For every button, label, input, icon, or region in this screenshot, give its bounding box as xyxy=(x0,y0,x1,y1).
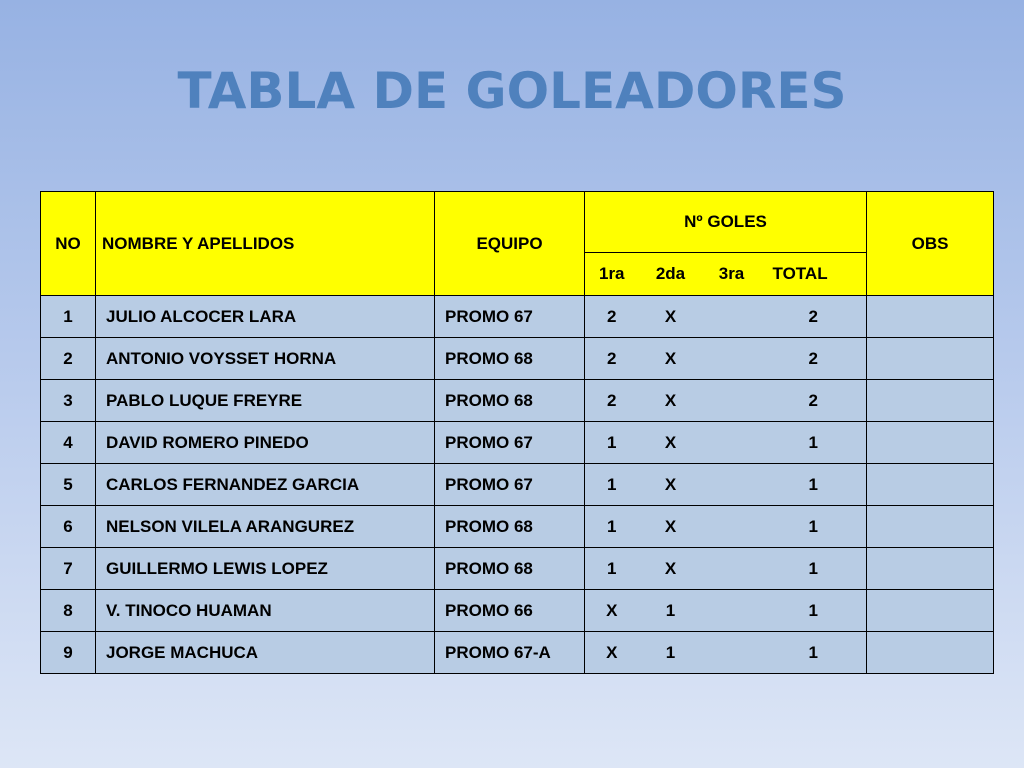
cell-no: 4 xyxy=(41,422,96,464)
header-goles: Nº GOLES xyxy=(585,192,867,253)
cell-goles-1ra: 1 xyxy=(585,506,639,548)
header-goles-total: TOTAL xyxy=(761,253,867,296)
cell-goles-1ra: 1 xyxy=(585,464,639,506)
cell-no: 6 xyxy=(41,506,96,548)
cell-goles-total: 2 xyxy=(761,380,867,422)
cell-goles-total: 1 xyxy=(761,422,867,464)
cell-equipo: PROMO 68 xyxy=(435,506,585,548)
cell-goles-3ra xyxy=(703,506,761,548)
cell-equipo: PROMO 67 xyxy=(435,422,585,464)
cell-goles-2da: 1 xyxy=(639,590,703,632)
cell-nombre: JULIO ALCOCER LARA xyxy=(96,296,435,338)
cell-obs xyxy=(867,422,994,464)
cell-goles-1ra: 2 xyxy=(585,338,639,380)
cell-nombre: CARLOS FERNANDEZ GARCIA xyxy=(96,464,435,506)
header-equipo: EQUIPO xyxy=(435,192,585,296)
cell-no: 3 xyxy=(41,380,96,422)
cell-goles-3ra xyxy=(703,380,761,422)
cell-nombre: PABLO LUQUE FREYRE xyxy=(96,380,435,422)
header-goles-2da: 2da xyxy=(639,253,703,296)
cell-goles-2da: X xyxy=(639,296,703,338)
cell-nombre: GUILLERMO LEWIS LOPEZ xyxy=(96,548,435,590)
cell-goles-2da: X xyxy=(639,380,703,422)
cell-obs xyxy=(867,380,994,422)
cell-goles-3ra xyxy=(703,338,761,380)
cell-goles-total: 1 xyxy=(761,590,867,632)
cell-goles-total: 1 xyxy=(761,632,867,674)
cell-goles-1ra: 1 xyxy=(585,422,639,464)
cell-goles-3ra xyxy=(703,296,761,338)
cell-nombre: JORGE MACHUCA xyxy=(96,632,435,674)
cell-no: 9 xyxy=(41,632,96,674)
cell-goles-total: 2 xyxy=(761,296,867,338)
header-no: NO xyxy=(41,192,96,296)
table-header xyxy=(41,192,994,296)
cell-goles-1ra: 2 xyxy=(585,296,639,338)
cell-goles-3ra xyxy=(703,632,761,674)
cell-equipo: PROMO 68 xyxy=(435,338,585,380)
cell-obs xyxy=(867,632,994,674)
cell-goles-1ra: X xyxy=(585,590,639,632)
cell-equipo: PROMO 67-A xyxy=(435,632,585,674)
cell-equipo: PROMO 67 xyxy=(435,296,585,338)
scorers-table xyxy=(40,191,994,674)
cell-goles-3ra xyxy=(703,548,761,590)
cell-goles-total: 1 xyxy=(761,464,867,506)
cell-nombre: DAVID ROMERO PINEDO xyxy=(96,422,435,464)
header-goles-1ra: 1ra xyxy=(585,253,639,296)
cell-no: 7 xyxy=(41,548,96,590)
cell-goles-total: 2 xyxy=(761,338,867,380)
table-body xyxy=(41,296,994,674)
cell-obs xyxy=(867,548,994,590)
header-goles-3ra: 3ra xyxy=(703,253,761,296)
cell-goles-3ra xyxy=(703,464,761,506)
table-row xyxy=(41,422,994,464)
cell-goles-total: 1 xyxy=(761,506,867,548)
table-row xyxy=(41,464,994,506)
cell-equipo: PROMO 66 xyxy=(435,590,585,632)
cell-obs xyxy=(867,338,994,380)
cell-goles-2da: 1 xyxy=(639,632,703,674)
table-row xyxy=(41,380,994,422)
cell-no: 1 xyxy=(41,296,96,338)
cell-equipo: PROMO 68 xyxy=(435,548,585,590)
cell-goles-1ra: X xyxy=(585,632,639,674)
table-row xyxy=(41,506,994,548)
cell-obs xyxy=(867,590,994,632)
cell-no: 8 xyxy=(41,590,96,632)
cell-goles-total: 1 xyxy=(761,548,867,590)
cell-goles-2da: X xyxy=(639,422,703,464)
page-title: TABLA DE GOLEADORES xyxy=(177,62,847,120)
table-row xyxy=(41,338,994,380)
cell-goles-2da: X xyxy=(639,548,703,590)
table-row xyxy=(41,590,994,632)
header-obs: OBS xyxy=(867,192,994,296)
cell-equipo: PROMO 67 xyxy=(435,464,585,506)
cell-no: 5 xyxy=(41,464,96,506)
cell-goles-1ra: 1 xyxy=(585,548,639,590)
cell-goles-2da: X xyxy=(639,506,703,548)
cell-obs xyxy=(867,506,994,548)
cell-nombre: V. TINOCO HUAMAN xyxy=(96,590,435,632)
cell-nombre: NELSON VILELA ARANGUREZ xyxy=(96,506,435,548)
cell-goles-3ra xyxy=(703,590,761,632)
table-row xyxy=(41,548,994,590)
cell-goles-2da: X xyxy=(639,338,703,380)
cell-goles-3ra xyxy=(703,422,761,464)
cell-no: 2 xyxy=(41,338,96,380)
cell-nombre: ANTONIO VOYSSET HORNA xyxy=(96,338,435,380)
cell-obs xyxy=(867,464,994,506)
cell-obs xyxy=(867,296,994,338)
cell-equipo: PROMO 68 xyxy=(435,380,585,422)
table-row xyxy=(41,296,994,338)
header-nombre: NOMBRE Y APELLIDOS xyxy=(96,192,435,296)
cell-goles-2da: X xyxy=(639,464,703,506)
cell-goles-1ra: 2 xyxy=(585,380,639,422)
table-row xyxy=(41,632,994,674)
